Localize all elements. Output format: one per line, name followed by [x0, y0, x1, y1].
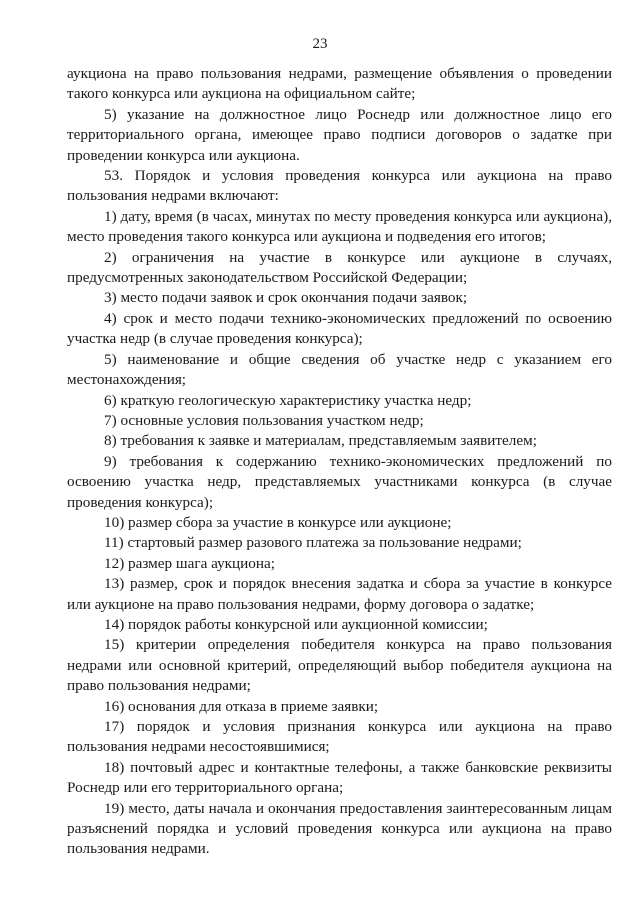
- list-item-7: 7) основные условия пользования участком недр;: [104, 411, 424, 429]
- list-item-6: 6) краткую геологическую характеристику участка недр;: [104, 391, 472, 409]
- list-item-12: 12) размер шага аукциона;: [104, 554, 275, 572]
- list-item-14: 14) порядок работы конкурсной или аукционной комиссии;: [104, 615, 488, 633]
- list-item-11: 11) стартовый размер разового платежа за пользование недрами;: [104, 534, 522, 552]
- list-item-10: 10) размер сбора за участие в конкурсе или аукционе;: [104, 513, 452, 531]
- list-item-15: 15) критерии определения победителя конкурса на право пользования недрами или основной критерий, определяющий выбор победителя аукциона на право пользования недрами;: [67, 636, 612, 695]
- paragraph-continuation: аукциона на право пользования недрами, размещение объявления о проведении такого конкурса или аукциона на официальном сайте;: [67, 65, 612, 103]
- list-item-9: 9) требования к содержанию технико-экономических предложений по освоению участка недр, представляемых участниками конкурса (в случае проведения конкурса);: [67, 452, 612, 511]
- list-item-2: 2) ограничения на участие в конкурсе или аукционе в случаях, предусмотренных законодательством Российской Федерации;: [67, 248, 612, 287]
- paragraph-clause-53: 53. Порядок и условия проведения конкурса или аукциона на право пользования недрами включают:: [67, 167, 612, 205]
- list-item-17: 17) порядок и условия признания конкурса или аукциона на право пользования недрами несостоявшимися;: [67, 718, 612, 756]
- list-item-13: 13) размер, срок и порядок внесения задатка и сбора за участие в конкурсе или аукционе на право пользования недрами, форму договора о задатке;: [67, 575, 612, 613]
- paragraph-item-5-official: 5) указание на должностное лицо Роснедр или должностное лицо его территориального органа, имеющее право подписи договоров о задатке при проведении конкурса или аукциона.: [67, 105, 612, 164]
- list-item-5: 5) наименование и общие сведения об участке недр с указанием его местонахождения;: [67, 350, 612, 389]
- list-item-3: 3) место подачи заявок и срок окончания подачи заявок;: [104, 289, 468, 307]
- list-item-8: 8) требования к заявке и материалам, представляемым заявителем;: [104, 432, 537, 450]
- list-item-18: 18) почтовый адрес и контактные телефоны, а также банковские реквизиты Роснедр или его территориального органа;: [67, 758, 612, 797]
- page-number: 23: [312, 36, 328, 52]
- list-item-19: 19) место, даты начала и окончания предоставления заинтересованным лицам разъяснений порядка и условий проведения конкурса или аукциона на право пользования недрами.: [67, 799, 612, 858]
- list-item-1: 1) дату, время (в часах, минутах по месту проведения конкурса или аукциона), место проведения такого конкурса или аукциона и подведения его итогов;: [67, 207, 612, 246]
- document-body: [67, 64, 612, 860]
- list-item-4: 4) срок и место подачи технико-экономических предложений по освоению участка недр (в случае проведения конкурса);: [67, 309, 612, 348]
- list-item-16: 16) основания для отказа в приеме заявки;: [104, 697, 379, 715]
